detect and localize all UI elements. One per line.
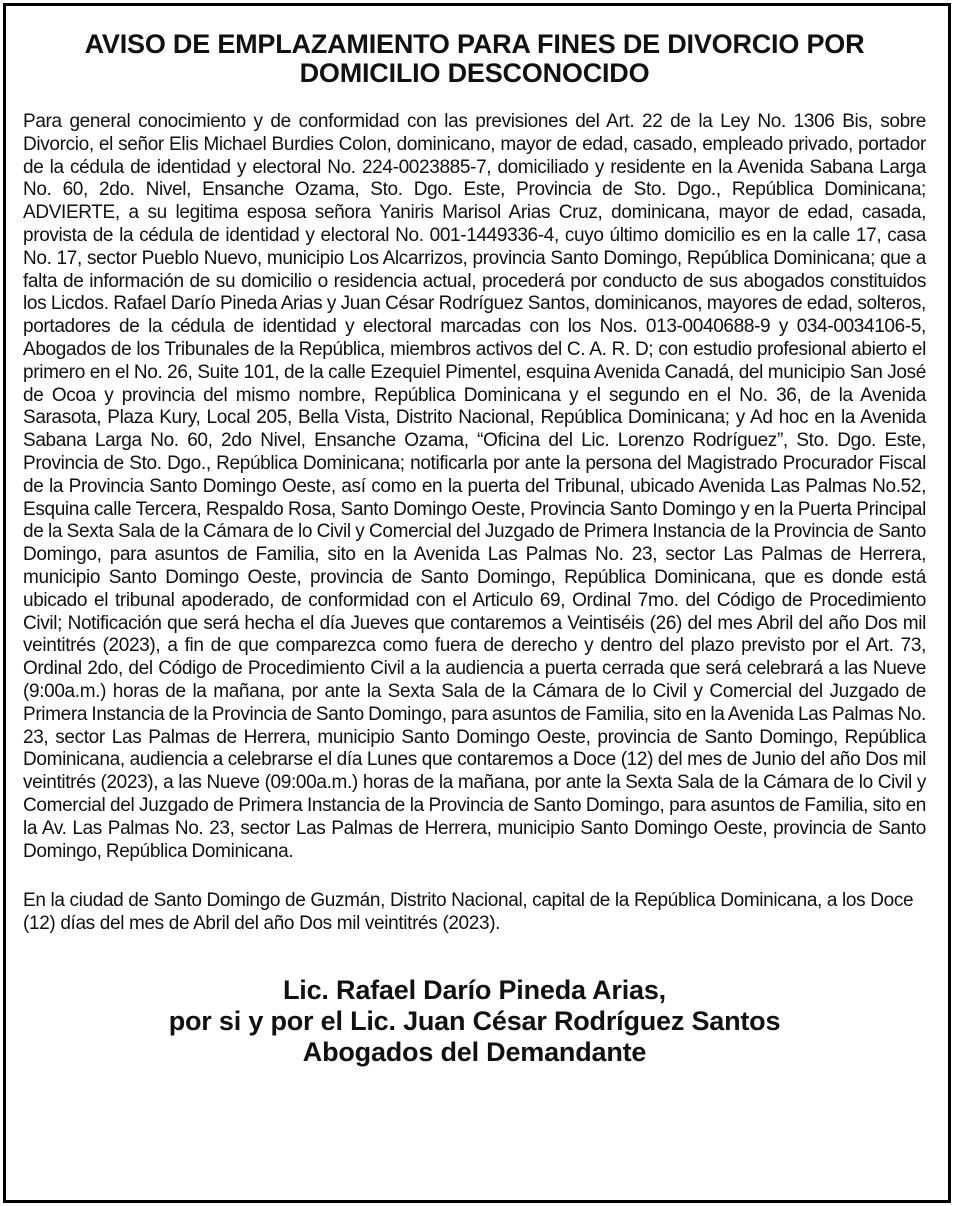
notice-body-paragraph: Para general conocimiento y de conformidad con las previsiones del Art. 22 de la Ley No. 1306 Bis, sobre Divorcio, el señor Elis Michael Burdies Colon, dominicano, mayor de edad, casado, empleado privado, portador de la cédula de identidad y electoral No. 224-0023885-7, domiciliado y residente en la Avenida Sabana Larga No. 60, 2do. Nivel, Ensanche Ozama, Sto. Dgo. Este, Provincia de Sto. Dgo., República Dominicana; ADVIERTE, a su legitima esposa señora Yaniris Marisol Arias Cruz, dominicana, mayor de edad, casada, provista de la cédula de identidad y electoral No. 001-1449336-4, cuyo último domicilio es en la calle 17, casa No. 17, sector Pueblo Nuevo, municipio Los Alcarrizos, provincia Santo Domingo, República Dominicana; que a falta de información de su domicilio o residencia actual, procederá por conducto de sus abogados constituidos los Licdos. Rafael Darío Pineda Arias y Juan César Rodríguez Santos, dominicanos, mayores de edad, solteros, portadores de la cédula de identidad y electoral marcadas con los Nos. 013-0040688-9 y 034-0034106-5, Abogados de los Tribunales de la República, miembros activos del C. A. R. D; con estudio profesional abierto el primero en el No. 26, Suite 101, de la calle Ezequiel Pimentel, esquina Avenida Canadá, del municipio San José de Ocoa y provincia del mismo nombre, República Dominicana y el segundo en el No. 36, de la Avenida Sarasota, Plaza Kury, Local 205, Bella Vista, Distrito Nacional, República Dominicana; y Ad hoc en la Avenida Sabana Larga No. 60, 2do Nivel, Ensanche Ozama, “Oficina del Lic. Lorenzo Rodríguez”, Sto. Dgo. Este, Provincia de Sto. Dgo., República Dominicana; notificarla por ante la persona del Magistrado Procurador Fiscal de la Provincia Santo Domingo Oeste, así como en la puerta del Tribunal, ubicado Avenida Las Palmas No.52, Esquina calle Tercera, Respaldo Rosa, Santo Domingo Oeste, Provincia Santo Domingo y en la Puerta Principal de la Sexta Sala de la Cámara de lo Civil y Comercial del Juzgado de Primera Instancia de la Provincia de Santo Domingo, para asuntos de Familia, sito en la Avenida Las Palmas No. 23, sector Las Palmas de Herrera, municipio Santo Domingo Oeste, provincia de Santo Domingo, República Dominicana, que es donde está ubicado el tribunal apoderado, de conformidad con el Articulo 69, Ordinal 7mo. del Código de Procedimiento Civil; Notificación que será hecha el día Jueves que contaremos a Veintiséis (26) del mes Abril del año Dos mil veintitrés (2023), a fin de que comparezca como fuera de derecho y dentro del plazo previsto por el Art. 73, Ordinal 2do, del Código de Procedimiento Civil a la audiencia a puerta cerrada que será celebrará a las Nueve (9:00a.m.) horas de la mañana, por ante la Sexta Sala de la Cámara de lo Civil y Comercial del Juzgado de Primera Instancia de la Provincia de Santo Domingo, para asuntos de Familia, sito en la Avenida Las Palmas No. 23, sector Las Palmas de Herrera, municipio Santo Domingo Oeste, provincia de Santo Domingo, República Dominicana, audiencia a celebrarse el día Lunes que contaremos a Doce (12) del mes de Junio del año Dos mil veintitrés (2023), a las Nueve (09:00a.m.) horas de la mañana, por ante la Sexta Sala de la Cámara de lo Civil y Comercial del Juzgado de Primera Instancia de la Provincia de Santo Domingo, para asuntos de Familia, sito en la Av. Las Palmas No. 23, sector Las Palmas de Herrera, municipio Santo Domingo Oeste, provincia de Santo Domingo, República Dominicana. <box>23 111 926 862</box>
signature-line-1: Lic. Rafael Darío Pineda Arias, <box>283 974 666 1005</box>
signature-block <box>23 975 926 1068</box>
legal-notice-frame <box>3 3 951 1203</box>
notice-closing-paragraph: En la ciudad de Santo Domingo de Guzmán, Distrito Nacional, capital de la República Dominicana, a los Doce (12) días del mes de Abril del año Dos mil veintitrés (2023). <box>23 890 914 935</box>
signature-line-3: Abogados del Demandante <box>302 1036 647 1067</box>
notice-title-line-1: AVISO DE EMPLAZAMIENTO PARA FINES DE DIVORCIO POR <box>84 29 865 59</box>
notice-title <box>23 30 926 88</box>
notice-title-line-2: DOMICILIO DESCONOCIDO <box>299 58 650 88</box>
signature-line-2: por si y por el Lic. Juan César Rodríguez Santos <box>168 1005 781 1036</box>
